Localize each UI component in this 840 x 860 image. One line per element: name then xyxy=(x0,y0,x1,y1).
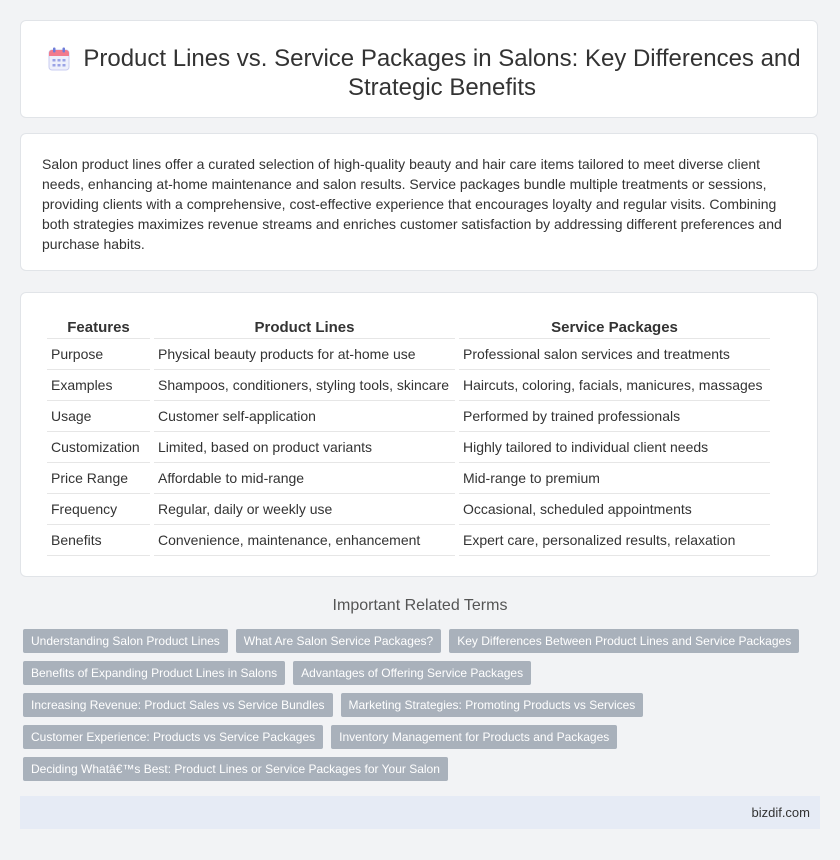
row-feature: Benefits xyxy=(47,525,150,556)
tag-row xyxy=(23,629,803,653)
row-service-packages: Expert care, personalized results, relaxation xyxy=(459,525,770,556)
row-feature: Purpose xyxy=(47,339,150,370)
comparison-table xyxy=(43,314,774,556)
related-term-link[interactable]: Marketing Strategies: Promoting Products vs Services xyxy=(341,693,644,717)
tag-row xyxy=(23,661,803,685)
row-service-packages: Highly tailored to individual client needs xyxy=(459,432,770,463)
row-feature: Price Range xyxy=(47,463,150,494)
tag-row xyxy=(23,757,803,781)
related-terms-list xyxy=(23,629,803,789)
footer xyxy=(20,796,820,829)
table-row xyxy=(47,370,770,401)
row-product-lines: Limited, based on product variants xyxy=(154,432,455,463)
related-term-link[interactable]: Advantages of Offering Service Packages xyxy=(293,661,531,685)
row-service-packages: Mid-range to premium xyxy=(459,463,770,494)
row-service-packages: Haircuts, coloring, facials, manicures, massages xyxy=(459,370,770,401)
related-term-link[interactable]: Benefits of Expanding Product Lines in Salons xyxy=(23,661,285,685)
header-card xyxy=(20,20,818,118)
page-title: Product Lines vs. Service Packages in Salons: Key Differences and Strategic Benefits xyxy=(83,45,801,101)
header-product-lines: Product Lines xyxy=(154,314,455,339)
row-service-packages: Occasional, scheduled appointments xyxy=(459,494,770,525)
table-row xyxy=(47,401,770,432)
footer-site-link[interactable]: bizdif.com xyxy=(751,805,810,820)
row-product-lines: Shampoos, conditioners, styling tools, skincare xyxy=(154,370,455,401)
row-feature: Frequency xyxy=(47,494,150,525)
header-features: Features xyxy=(47,314,150,339)
calendar-icon xyxy=(48,47,70,71)
row-feature: Customization xyxy=(47,432,150,463)
row-feature: Examples xyxy=(47,370,150,401)
row-feature: Usage xyxy=(47,401,150,432)
row-product-lines: Convenience, maintenance, enhancement xyxy=(154,525,455,556)
row-product-lines: Regular, daily or weekly use xyxy=(154,494,455,525)
related-term-link[interactable]: Inventory Management for Products and Packages xyxy=(331,725,617,749)
related-term-link[interactable]: Understanding Salon Product Lines xyxy=(23,629,228,653)
intro-paragraph: Salon product lines offer a curated selection of high-quality beauty and hair care items tailored to meet diverse client needs, enhancing at-home maintenance and salon results. Service packages bundle multiple treatments or sessions, providing clients with a comprehensive, cost-effective experience that encourages loyalty and regular visits. Combining both strategies maximizes revenue streams and enriches customer satisfaction by addressing different preferences and purchase habits. xyxy=(42,156,782,252)
related-term-link[interactable]: Increasing Revenue: Product Sales vs Service Bundles xyxy=(23,693,333,717)
tag-row xyxy=(23,693,803,717)
related-term-link[interactable]: Deciding Whatâ€™s Best: Product Lines or Service Packages for Your Salon xyxy=(23,757,448,781)
tag-row xyxy=(23,725,803,749)
table-row xyxy=(47,463,770,494)
row-product-lines: Customer self-application xyxy=(154,401,455,432)
table-header-row xyxy=(47,314,770,339)
intro-card xyxy=(20,133,818,271)
related-term-link[interactable]: Customer Experience: Products vs Service Packages xyxy=(23,725,323,749)
table-row xyxy=(47,432,770,463)
related-terms-title: Important Related Terms xyxy=(332,597,508,614)
table-row xyxy=(47,339,770,370)
comparison-card xyxy=(20,292,818,577)
header-service-packages: Service Packages xyxy=(459,314,770,339)
row-service-packages: Performed by trained professionals xyxy=(459,401,770,432)
related-term-link[interactable]: What Are Salon Service Packages? xyxy=(236,629,441,653)
row-service-packages: Professional salon services and treatments xyxy=(459,339,770,370)
related-term-link[interactable]: Key Differences Between Product Lines and Service Packages xyxy=(449,629,799,653)
table-row xyxy=(47,525,770,556)
row-product-lines: Affordable to mid-range xyxy=(154,463,455,494)
row-product-lines: Physical beauty products for at-home use xyxy=(154,339,455,370)
table-row xyxy=(47,494,770,525)
